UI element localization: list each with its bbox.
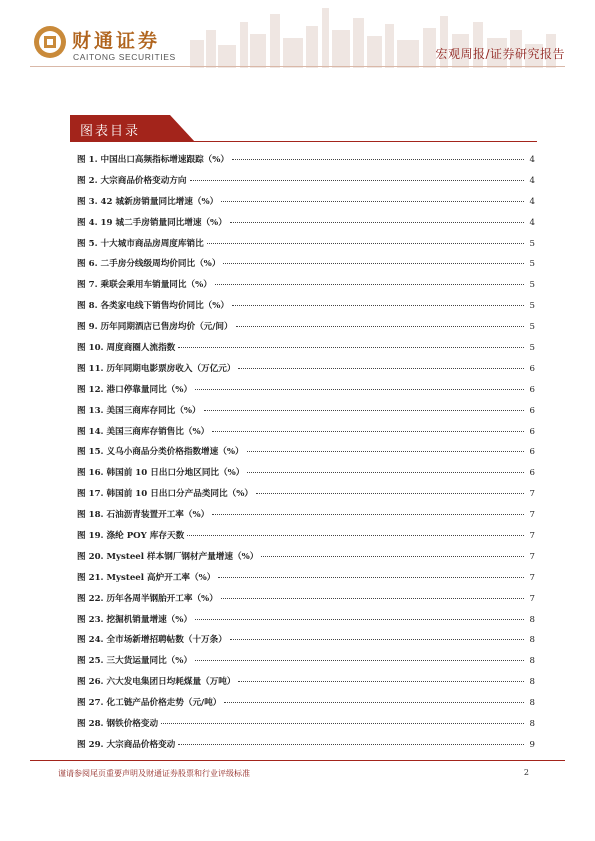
toc-entry-label: 图 29. 大宗商品价格变动: [77, 739, 176, 750]
toc-entry[interactable]: [77, 696, 535, 717]
toc-entry[interactable]: [77, 425, 535, 446]
toc-entry-page: 4: [529, 175, 535, 186]
toc-entry-label: 图 1. 中国出口高频指标增速跟踪（%）: [77, 155, 230, 165]
toc-entry-label: 图 20. Mysteel 样本钢厂钢材产量增速（%）: [77, 551, 259, 562]
footer-divider: [30, 760, 565, 761]
toc-entry-label: 图 19. 涤纶 POY 库存天数: [77, 531, 185, 542]
toc-leader-dots: [195, 389, 524, 390]
toc-entry[interactable]: [77, 738, 535, 759]
toc-leader-dots: [178, 744, 524, 745]
toc-entry-page: 4: [529, 217, 535, 228]
toc-entry-label: 图 18. 石油沥青装置开工率（%）: [77, 510, 210, 521]
toc-entry-page: 6: [529, 405, 535, 416]
toc-entry-label: 图 6. 二手房分线级周均价同比（%）: [77, 259, 221, 270]
toc-entry-label: 图 15. 义乌小商品分类价格指数增速（%）: [77, 447, 244, 458]
toc-entry[interactable]: [77, 341, 535, 362]
toc-entry-page: 6: [529, 447, 535, 458]
toc-leader-dots: [215, 284, 524, 285]
toc-entry-label: 图 4. 19 城二手房销量同比增速（%）: [77, 217, 227, 228]
toc-entry-page: 7: [529, 531, 535, 542]
toc-title-divider: [70, 141, 537, 142]
toc-entry-page: 8: [529, 698, 535, 709]
toc-entry-page: 7: [529, 510, 535, 521]
toc-entry-label: 图 21. Mysteel 高炉开工率（%）: [77, 572, 216, 583]
toc-entry[interactable]: [77, 529, 535, 550]
toc-leader-dots: [207, 243, 524, 244]
toc-entry-page: 6: [529, 468, 535, 479]
page-header: [0, 0, 595, 78]
toc-entry-label: 图 28. 钢铁价格变动: [77, 719, 159, 730]
toc-entry-page: 4: [529, 196, 535, 207]
toc-entry-page: 8: [529, 677, 535, 688]
toc-leader-dots: [223, 263, 524, 264]
toc-entry[interactable]: [77, 466, 535, 487]
toc-entry-page: 5: [529, 238, 535, 249]
toc-entry-label: 图 27. 化工链产品价格走势（元/吨）: [77, 698, 222, 709]
toc-leader-dots: [236, 326, 524, 327]
toc-entry-label: 图 16. 韩国前 10 日出口分地区同比（%）: [77, 468, 245, 479]
toc-entry[interactable]: [77, 153, 535, 174]
toc-entry-page: 7: [529, 572, 535, 583]
toc-leader-dots: [256, 493, 524, 494]
toc-entry-label: 图 13. 美国三商库存同比（%）: [77, 405, 201, 416]
toc-entry[interactable]: [77, 278, 535, 299]
toc-entry[interactable]: [77, 487, 535, 508]
toc-entry-label: 图 26. 六大发电集团日均耗煤量（万吨）: [77, 677, 236, 688]
toc-entry[interactable]: [77, 633, 535, 654]
toc-entry-page: 8: [529, 656, 535, 667]
toc-entry[interactable]: [77, 362, 535, 383]
toc-entry-page: 8: [529, 635, 535, 646]
toc-entry-page: 5: [529, 259, 535, 270]
toc-entry-label: 图 7. 乘联会乘用车销量同比（%）: [77, 280, 212, 291]
toc-entry[interactable]: [77, 404, 535, 425]
toc-leader-dots: [195, 660, 524, 661]
toc-leader-dots: [212, 431, 524, 432]
header-divider: [30, 66, 565, 67]
toc-entry-label: 图 12. 港口停靠量同比（%）: [77, 384, 193, 395]
toc-entry-page: 5: [529, 280, 535, 291]
toc-leader-dots: [218, 577, 524, 578]
toc-entry-page: 6: [529, 363, 535, 374]
toc-entry-page: 5: [529, 343, 535, 354]
toc-entry-label: 图 8. 各类家电线下销售均价同比（%）: [77, 301, 230, 312]
toc-leader-dots: [238, 368, 524, 369]
toc-leader-dots: [261, 556, 524, 557]
toc-leader-dots: [195, 619, 524, 620]
toc-entry[interactable]: [77, 675, 535, 696]
toc-entry-page: 5: [529, 322, 535, 333]
caitong-logo-icon: [32, 24, 68, 60]
toc-entry[interactable]: [77, 320, 535, 341]
toc-entry-label: 图 25. 三大货运量同比（%）: [77, 656, 193, 667]
toc-leader-dots: [230, 222, 524, 223]
toc-entry-label: 图 22. 历年各周半钢胎开工率（%）: [77, 593, 218, 604]
toc-entry-label: 图 23. 挖掘机销量增速（%）: [77, 614, 193, 625]
toc-entry[interactable]: [77, 654, 535, 675]
page-number: 2: [523, 768, 529, 777]
toc-entry-page: 7: [529, 593, 535, 604]
toc-entry[interactable]: [77, 383, 535, 404]
toc-entry-page: 8: [529, 719, 535, 730]
footer-disclaimer: 谨请参阅尾页重要声明及财通证券股票和行业评级标准: [58, 769, 250, 778]
toc-entry-label: 图 9. 历年同期酒店已售房均价（元/间）: [77, 322, 233, 333]
toc-leader-dots: [221, 201, 524, 202]
toc-leader-dots: [187, 535, 524, 536]
toc-leader-dots: [161, 723, 524, 724]
toc-entry-label: 图 11. 历年同期电影票房收入（万亿元）: [77, 363, 236, 374]
toc-entry[interactable]: [77, 613, 535, 634]
toc-entry-page: 8: [529, 614, 535, 625]
toc-entry[interactable]: [77, 508, 535, 529]
toc-entry[interactable]: [77, 299, 535, 320]
toc-entry[interactable]: [77, 237, 535, 258]
toc-entry[interactable]: [77, 216, 535, 237]
toc-leader-dots: [224, 702, 524, 703]
figure-list: [77, 153, 535, 759]
toc-entry-label: 图 14. 美国三商库存销售比（%）: [77, 426, 210, 437]
toc-leader-dots: [204, 410, 524, 411]
toc-leader-dots: [230, 639, 524, 640]
toc-entry-label: 图 24. 全市场新增招聘帖数（十万条）: [77, 635, 227, 646]
toc-entry[interactable]: [77, 592, 535, 613]
toc-entry-page: 6: [529, 384, 535, 395]
toc-leader-dots: [232, 305, 524, 306]
toc-entry-page: 7: [529, 489, 535, 500]
toc-entry[interactable]: [77, 257, 535, 278]
toc-entry[interactable]: [77, 550, 535, 571]
toc-entry-page: 9: [529, 739, 535, 750]
toc-title: 图表目录: [80, 124, 141, 139]
toc-entry[interactable]: [77, 445, 535, 466]
toc-leader-dots: [232, 159, 524, 160]
toc-leader-dots: [212, 514, 524, 515]
report-type-label: 宏观周报/证券研究报告: [435, 47, 565, 61]
toc-entry-label: 图 3. 42 城新房销量同比增速（%）: [77, 196, 219, 207]
company-name-en: CAITONG SECURITIES: [73, 52, 176, 62]
toc-entry-page: 5: [529, 301, 535, 312]
toc-entry-page: 7: [529, 551, 535, 562]
toc-leader-dots: [190, 180, 525, 181]
toc-entry-label: 图 10. 周度商圈人流指数: [77, 343, 176, 354]
toc-leader-dots: [247, 472, 524, 473]
toc-entry-label: 图 17. 韩国前 10 日出口分产品类同比（%）: [77, 489, 253, 500]
toc-entry[interactable]: [77, 195, 535, 216]
toc-entry[interactable]: [77, 717, 535, 738]
toc-leader-dots: [238, 681, 524, 682]
toc-entry-page: 4: [529, 155, 535, 165]
company-name-cn: 财通证券: [72, 30, 161, 52]
toc-leader-dots: [221, 598, 524, 599]
toc-leader-dots: [247, 451, 524, 452]
toc-entry-label: 图 2. 大宗商品价格变动方向: [77, 175, 187, 186]
toc-entry-page: 6: [529, 426, 535, 437]
toc-leader-dots: [178, 347, 524, 348]
toc-entry[interactable]: [77, 174, 535, 195]
toc-entry-label: 图 5. 十大城市商品房周度库销比: [77, 238, 204, 249]
toc-entry[interactable]: [77, 571, 535, 592]
